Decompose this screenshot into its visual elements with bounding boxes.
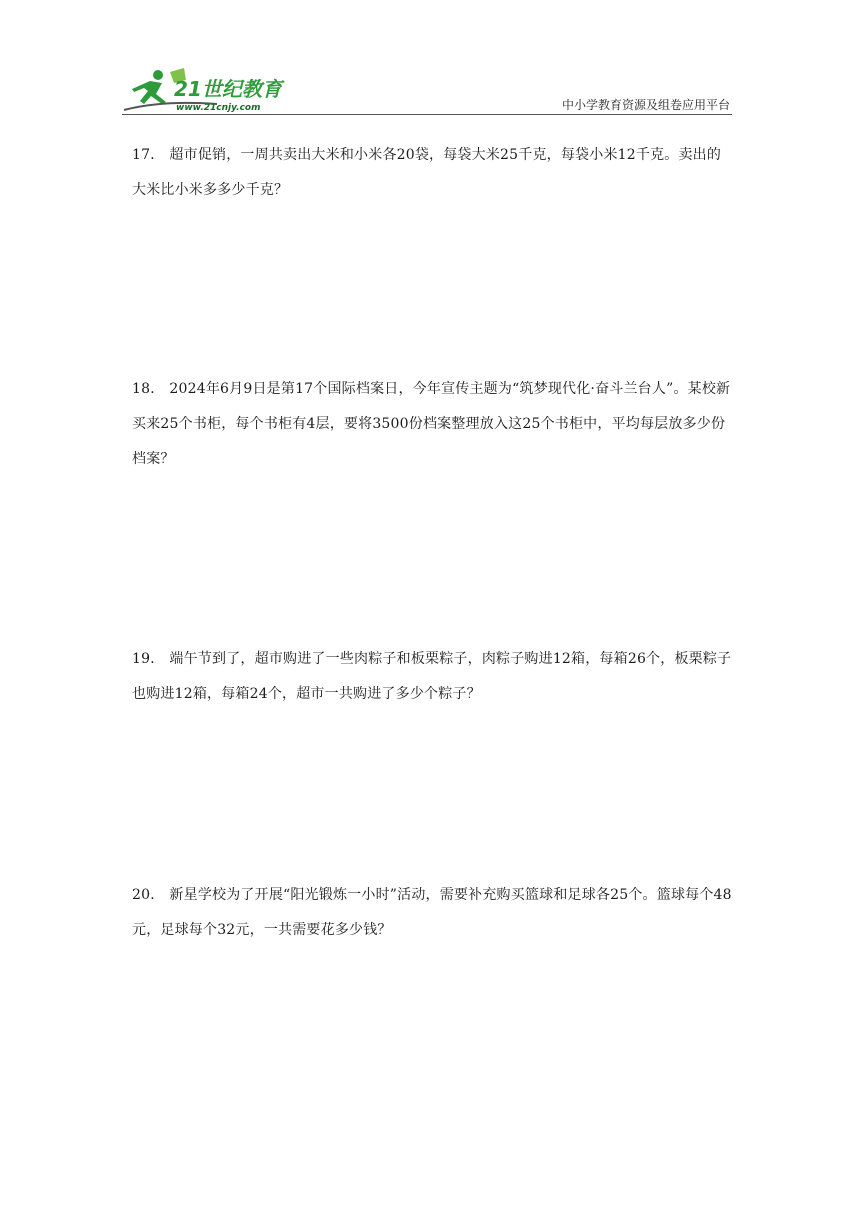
logo-url: www.21cnjy.com [176,103,261,113]
question-text: 2024年6月9日是第17个国际档案日，今年宣传主题为“筑梦现代化·奋斗兰台人”。某校新买来25个书柜，每个书柜有4层，要将3500份档案整理放入这25个书柜中，平均每层放多少份档案？ [132,381,731,467]
question-number: 17． [132,147,165,163]
platform-name: 中小学教育资源及组卷应用平台 [561,98,730,112]
question-text: 端午节到了，超市购进了一些肉粽子和板栗粽子，肉粽子购进12箱，每箱26个，板栗粽子也购进12箱，每箱24个，超市一共购进了多少个粽子？ [132,651,732,702]
question-number: 20． [132,887,165,903]
question-number: 18． [132,381,165,397]
question-18 [132,372,732,477]
question-text: 新星学校为了开展“阳光锻炼一小时”活动，需要补充购买篮球和足球各25个。篮球每个48元，足球每个32元，一共需要花多少钱？ [132,887,732,938]
logo [122,66,292,114]
question-number: 19． [132,651,165,667]
question-text: 超市促销，一周共卖出大米和小米各20袋，每袋大米25千克，每袋小米12千克。卖出的大米比小米多多少千克？ [132,147,722,198]
question-17 [132,138,732,208]
page-header [122,66,732,118]
header-divider [122,114,732,115]
question-20 [132,878,732,948]
question-19 [132,642,732,712]
logo-text: 21世纪教育 [174,77,282,101]
